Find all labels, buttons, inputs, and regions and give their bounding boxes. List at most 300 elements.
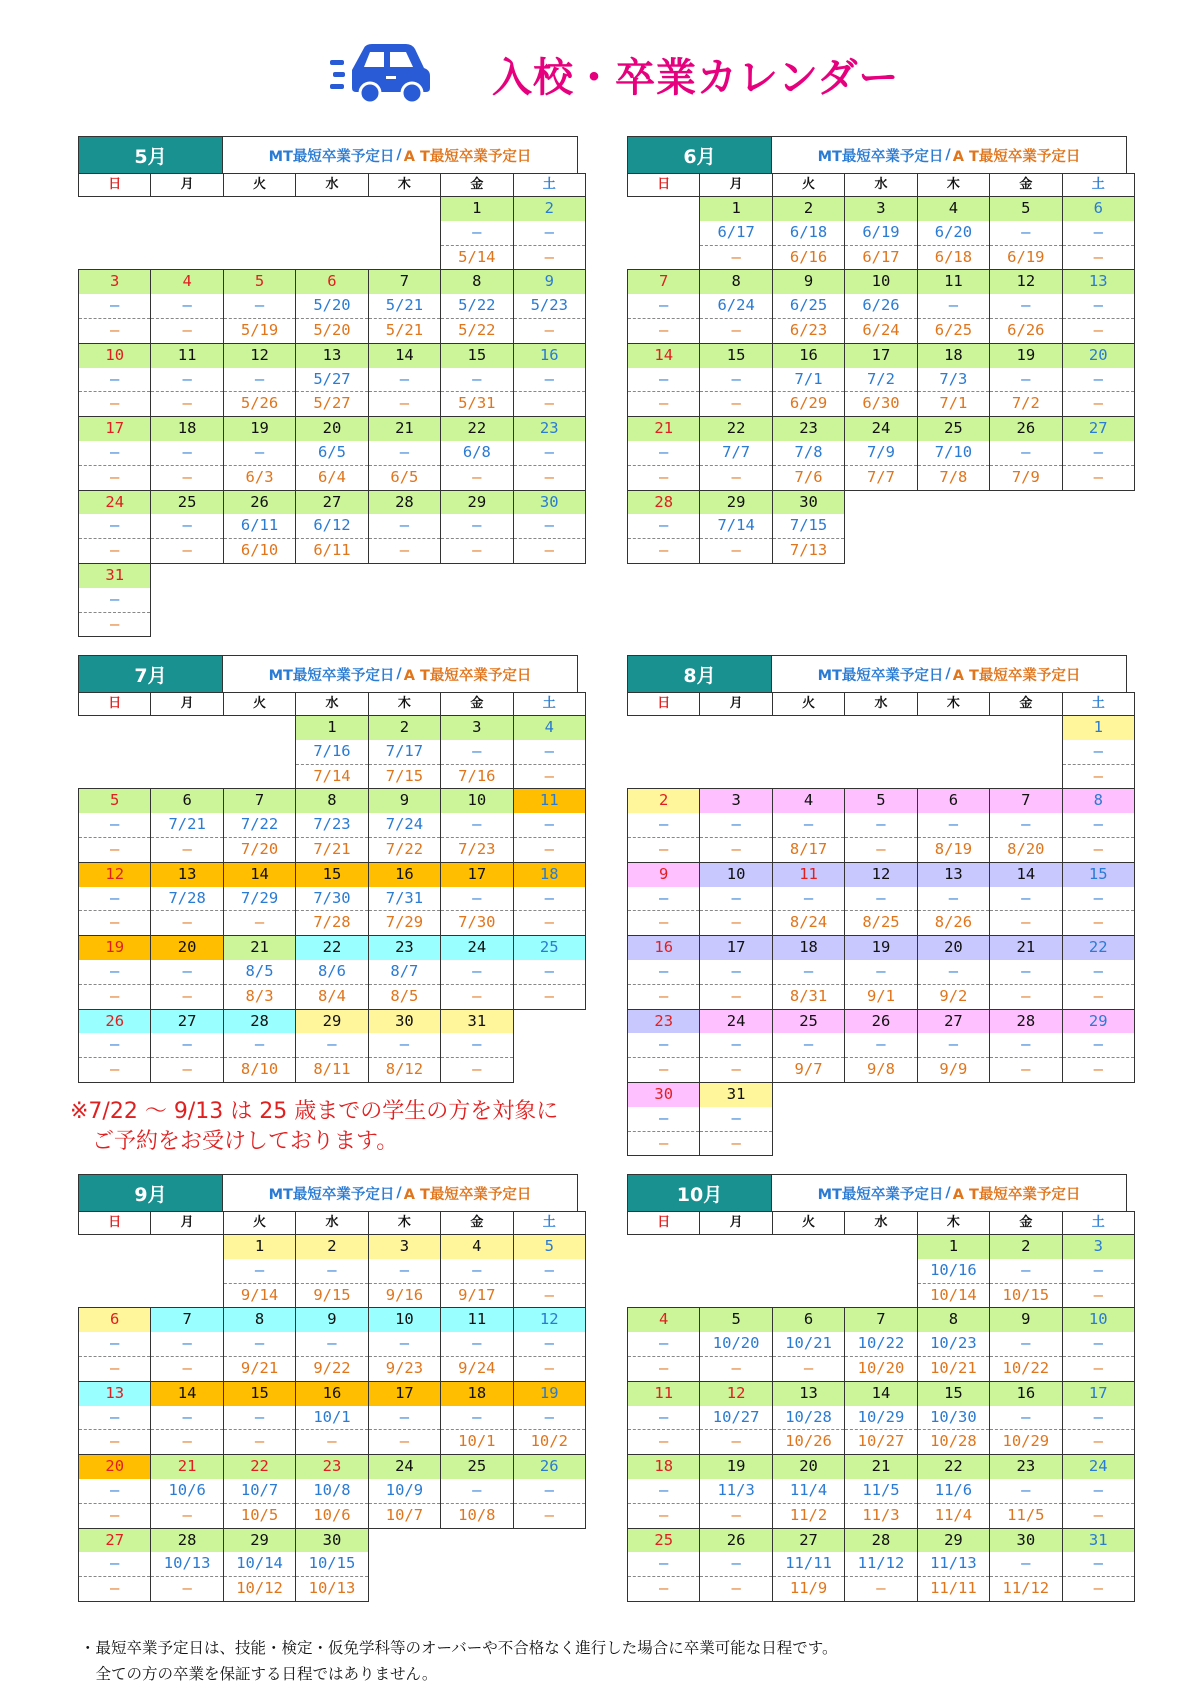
at-date: 7/21 <box>296 837 368 862</box>
at-date: — <box>700 539 772 564</box>
mt-date: 7/28 <box>151 887 223 911</box>
mt-date: — <box>917 294 989 318</box>
at-date: — <box>700 1503 772 1528</box>
weekday-3: 水 <box>296 693 368 716</box>
day-cell: 28 <box>223 1009 295 1033</box>
mt-date: — <box>1062 1332 1134 1356</box>
mt-date: 7/16 <box>296 740 368 764</box>
weekday-2: 火 <box>772 174 844 197</box>
day-row <box>79 936 586 960</box>
at-date: — <box>79 984 151 1009</box>
day-cell: 19 <box>990 343 1062 367</box>
mt-date <box>990 514 1062 538</box>
note-line-2: ご予約をお受けしております。 <box>70 1129 399 1154</box>
mt-date: 7/21 <box>151 813 223 837</box>
legend-mt: MT最短卒業予定日 <box>268 1186 395 1203</box>
mt-date <box>845 514 917 538</box>
day-cell: 20 <box>79 1455 151 1479</box>
day-cell: 24 <box>845 417 917 441</box>
day-cell: 24 <box>1062 1455 1134 1479</box>
day-row <box>628 1308 1135 1332</box>
day-cell <box>223 716 295 740</box>
day-cell: 28 <box>628 490 700 514</box>
mt-row <box>79 514 586 538</box>
at-date: 10/14 <box>917 1283 989 1308</box>
at-date: — <box>1062 1058 1134 1083</box>
mt-date: — <box>151 441 223 465</box>
mt-date <box>151 740 223 764</box>
at-date: — <box>628 1356 700 1381</box>
legend <box>223 1175 577 1211</box>
mt-date: — <box>990 1259 1062 1283</box>
day-cell: 3 <box>1062 1235 1134 1259</box>
at-date: — <box>151 984 223 1009</box>
calendar-grid <box>627 1211 1135 1602</box>
at-date: 6/26 <box>990 318 1062 343</box>
at-date: — <box>441 984 513 1009</box>
day-cell: 14 <box>223 862 295 886</box>
footer-note <box>80 1635 838 1687</box>
mt-date: 6/17 <box>700 221 772 245</box>
mt-date: — <box>990 1552 1062 1576</box>
mt-date: — <box>296 1332 368 1356</box>
day-cell: 3 <box>845 197 917 221</box>
at-date: — <box>79 1503 151 1528</box>
at-date <box>368 245 440 270</box>
at-date <box>845 1283 917 1308</box>
at-date: 7/29 <box>368 911 440 936</box>
mt-row <box>79 740 586 764</box>
day-cell: 14 <box>151 1381 223 1405</box>
mt-date: — <box>772 813 844 837</box>
mt-date: — <box>79 1552 151 1576</box>
at-date: 8/19 <box>917 837 989 862</box>
mt-date: — <box>513 1406 585 1430</box>
day-cell <box>79 197 151 221</box>
at-date: 9/24 <box>441 1356 513 1381</box>
at-row <box>628 1577 1135 1602</box>
mt-date <box>1062 514 1134 538</box>
at-date: 8/3 <box>223 984 295 1009</box>
day-cell: 8 <box>296 789 368 813</box>
mt-date: — <box>917 887 989 911</box>
day-cell: 16 <box>772 343 844 367</box>
day-cell: 10 <box>79 343 151 367</box>
at-date: 7/13 <box>772 539 844 564</box>
at-row <box>79 1356 586 1381</box>
day-cell: 16 <box>513 343 585 367</box>
at-date <box>990 539 1062 564</box>
at-date <box>368 612 440 637</box>
mt-date: — <box>441 887 513 911</box>
at-date: — <box>79 612 151 637</box>
day-cell: 6 <box>296 270 368 294</box>
at-date: 6/24 <box>845 318 917 343</box>
day-cell: 11 <box>441 1308 513 1332</box>
day-cell: 28 <box>990 1009 1062 1033</box>
at-date: — <box>151 1058 223 1083</box>
at-date: — <box>700 392 772 417</box>
mt-row <box>628 1107 1135 1131</box>
mt-date: — <box>700 368 772 392</box>
day-cell: 22 <box>223 1455 295 1479</box>
day-cell: 14 <box>990 862 1062 886</box>
day-cell: 10 <box>441 789 513 813</box>
at-date: — <box>513 837 585 862</box>
at-date: 7/8 <box>917 465 989 490</box>
day-cell: 10 <box>845 270 917 294</box>
at-date: 6/3 <box>223 465 295 490</box>
day-cell: 6 <box>917 789 989 813</box>
mt-date: — <box>79 1479 151 1503</box>
day-cell <box>368 563 440 587</box>
at-date <box>628 1283 700 1308</box>
mt-row <box>79 368 586 392</box>
at-date: — <box>990 984 1062 1009</box>
day-cell: 4 <box>917 197 989 221</box>
mt-date <box>628 1259 700 1283</box>
day-cell: 30 <box>990 1528 1062 1552</box>
day-cell <box>151 1235 223 1259</box>
day-cell: 27 <box>296 490 368 514</box>
mt-date: — <box>79 441 151 465</box>
at-date <box>917 1131 989 1156</box>
mt-date <box>917 1107 989 1131</box>
mt-date: — <box>700 1552 772 1576</box>
mt-date: — <box>990 294 1062 318</box>
at-date <box>700 764 772 789</box>
day-cell: 26 <box>700 1528 772 1552</box>
mt-date: — <box>1062 441 1134 465</box>
at-date: 11/4 <box>917 1503 989 1528</box>
day-cell: 13 <box>296 343 368 367</box>
weekday-5: 金 <box>990 1212 1062 1235</box>
mt-date <box>772 1259 844 1283</box>
at-date: 7/9 <box>990 465 1062 490</box>
mt-date: 5/21 <box>368 294 440 318</box>
at-date: 9/8 <box>845 1058 917 1083</box>
mt-date <box>79 221 151 245</box>
at-date: 11/3 <box>845 1503 917 1528</box>
day-cell: 21 <box>223 936 295 960</box>
weekday-0: 日 <box>79 174 151 197</box>
at-row <box>79 465 586 490</box>
day-cell: 20 <box>917 936 989 960</box>
at-date: — <box>151 1577 223 1602</box>
at-date: 8/17 <box>772 837 844 862</box>
at-row <box>628 837 1135 862</box>
day-cell <box>700 716 772 740</box>
legend-separator: / <box>945 666 951 682</box>
day-cell: 4 <box>772 789 844 813</box>
at-date: — <box>990 911 1062 936</box>
weekday-3: 水 <box>296 174 368 197</box>
at-date: — <box>628 318 700 343</box>
legend-at: A T最短卒業予定日 <box>952 148 1081 165</box>
mt-date: — <box>79 1406 151 1430</box>
at-date <box>772 1131 844 1156</box>
calendar-grid <box>78 173 586 637</box>
at-row <box>628 465 1135 490</box>
mt-date: — <box>1062 740 1134 764</box>
day-cell: 21 <box>628 417 700 441</box>
mt-date: — <box>628 1332 700 1356</box>
day-cell: 4 <box>441 1235 513 1259</box>
legend-separator: / <box>396 1185 402 1201</box>
mt-row <box>628 1406 1135 1430</box>
day-row <box>79 1308 586 1332</box>
mt-date <box>368 221 440 245</box>
day-cell: 26 <box>990 417 1062 441</box>
day-cell: 13 <box>917 862 989 886</box>
mt-date: — <box>513 1259 585 1283</box>
day-cell: 27 <box>917 1009 989 1033</box>
day-cell: 4 <box>513 716 585 740</box>
at-date: — <box>990 1058 1062 1083</box>
at-date: — <box>513 984 585 1009</box>
mt-date <box>990 1107 1062 1131</box>
at-date: 7/6 <box>772 465 844 490</box>
day-cell: 22 <box>917 1455 989 1479</box>
at-date: 10/6 <box>296 1503 368 1528</box>
day-cell: 25 <box>628 1528 700 1552</box>
day-cell: 5 <box>223 270 295 294</box>
day-cell: 30 <box>296 1528 368 1552</box>
day-cell: 9 <box>296 1308 368 1332</box>
at-date: 9/14 <box>223 1283 295 1308</box>
at-date: 6/29 <box>772 392 844 417</box>
mt-row <box>628 1332 1135 1356</box>
at-row <box>79 1503 586 1528</box>
day-cell <box>513 1528 585 1552</box>
legend <box>772 656 1126 692</box>
at-date: — <box>151 465 223 490</box>
at-date: — <box>513 539 585 564</box>
mt-date: 10/1 <box>296 1406 368 1430</box>
at-row <box>628 539 1135 564</box>
day-cell: 19 <box>79 936 151 960</box>
mt-date <box>368 1552 440 1576</box>
weekday-6: 土 <box>1062 174 1134 197</box>
day-row <box>79 1381 586 1405</box>
at-date: — <box>151 392 223 417</box>
day-cell: 27 <box>151 1009 223 1033</box>
at-date: — <box>513 1283 585 1308</box>
mt-date: — <box>1062 368 1134 392</box>
mt-date: — <box>845 887 917 911</box>
at-date: 11/5 <box>990 1503 1062 1528</box>
at-row <box>628 1430 1135 1455</box>
day-cell: 24 <box>441 936 513 960</box>
day-cell: 10 <box>700 862 772 886</box>
at-date: — <box>845 837 917 862</box>
mt-date: 10/29 <box>845 1406 917 1430</box>
at-date: 9/15 <box>296 1283 368 1308</box>
day-cell: 1 <box>1062 716 1134 740</box>
day-cell: 15 <box>1062 862 1134 886</box>
at-date: — <box>628 911 700 936</box>
at-date: 6/30 <box>845 392 917 417</box>
mt-date: — <box>441 368 513 392</box>
mt-date: — <box>628 1406 700 1430</box>
mt-date: 7/9 <box>845 441 917 465</box>
mt-date: — <box>772 1033 844 1057</box>
day-cell: 25 <box>441 1455 513 1479</box>
at-date: — <box>368 1430 440 1455</box>
mt-date: 6/19 <box>845 221 917 245</box>
day-cell <box>151 716 223 740</box>
day-cell: 31 <box>700 1082 772 1106</box>
at-date: 5/19 <box>223 318 295 343</box>
day-cell: 17 <box>845 343 917 367</box>
at-date: — <box>79 392 151 417</box>
at-date: 9/22 <box>296 1356 368 1381</box>
day-cell <box>990 716 1062 740</box>
at-date <box>845 764 917 789</box>
at-row <box>79 764 586 789</box>
day-cell: 8 <box>917 1308 989 1332</box>
mt-date: 6/8 <box>441 441 513 465</box>
day-cell <box>990 490 1062 514</box>
at-date: 8/24 <box>772 911 844 936</box>
day-row <box>79 270 586 294</box>
mt-date: 10/14 <box>223 1552 295 1576</box>
mt-date: — <box>151 368 223 392</box>
day-cell <box>368 197 440 221</box>
day-cell: 5 <box>513 1235 585 1259</box>
mt-row <box>628 368 1135 392</box>
day-cell <box>513 563 585 587</box>
at-date <box>223 764 295 789</box>
day-cell: 25 <box>917 417 989 441</box>
month-name: 8月 <box>628 656 772 692</box>
at-date: — <box>1062 764 1134 789</box>
at-date: 5/22 <box>441 318 513 343</box>
mt-row <box>79 1259 586 1283</box>
day-cell: 31 <box>1062 1528 1134 1552</box>
day-cell: 3 <box>441 716 513 740</box>
day-cell <box>368 1528 440 1552</box>
month-header <box>627 655 1127 692</box>
mt-date: 5/22 <box>441 294 513 318</box>
weekday-5: 金 <box>990 693 1062 716</box>
day-cell: 28 <box>368 490 440 514</box>
at-date: — <box>628 984 700 1009</box>
month-header <box>78 1174 578 1211</box>
day-cell: 12 <box>79 862 151 886</box>
at-date: — <box>151 1430 223 1455</box>
mt-date: — <box>628 960 700 984</box>
at-date <box>368 1577 440 1602</box>
at-date: 10/2 <box>513 1430 585 1455</box>
legend-separator: / <box>396 147 402 163</box>
weekday-1: 月 <box>151 174 223 197</box>
legend-at: A T最短卒業予定日 <box>403 148 532 165</box>
day-cell: 17 <box>700 936 772 960</box>
mt-date: 7/8 <box>772 441 844 465</box>
at-date: 9/1 <box>845 984 917 1009</box>
mt-date: — <box>1062 1259 1134 1283</box>
mt-date: — <box>628 1552 700 1576</box>
at-date: — <box>79 1356 151 1381</box>
day-cell: 21 <box>368 417 440 441</box>
mt-date: — <box>223 1033 295 1057</box>
day-cell: 22 <box>700 417 772 441</box>
legend-mt: MT最短卒業予定日 <box>817 1186 944 1203</box>
at-date: 6/17 <box>845 245 917 270</box>
at-date: 7/15 <box>368 764 440 789</box>
weekday-2: 火 <box>223 693 295 716</box>
at-date: 5/20 <box>296 318 368 343</box>
at-date: — <box>1062 245 1134 270</box>
weekday-row <box>79 174 586 197</box>
at-date: — <box>700 1058 772 1083</box>
day-cell: 15 <box>917 1381 989 1405</box>
at-date: — <box>700 984 772 1009</box>
day-row <box>628 1455 1135 1479</box>
mt-row <box>79 813 586 837</box>
mt-date: — <box>151 1033 223 1057</box>
mt-row <box>628 1479 1135 1503</box>
at-date: — <box>1062 984 1134 1009</box>
mt-date <box>296 221 368 245</box>
mt-date: 5/23 <box>513 294 585 318</box>
day-cell: 17 <box>79 417 151 441</box>
at-row <box>628 1131 1135 1156</box>
mt-date: — <box>1062 1479 1134 1503</box>
at-date <box>845 1131 917 1156</box>
mt-date: 10/16 <box>917 1259 989 1283</box>
day-cell: 9 <box>513 270 585 294</box>
at-date <box>151 764 223 789</box>
at-row <box>79 911 586 936</box>
day-cell: 29 <box>1062 1009 1134 1033</box>
at-row <box>79 539 586 564</box>
legend-at: A T最短卒業予定日 <box>403 667 532 684</box>
at-date <box>79 764 151 789</box>
at-date <box>700 1283 772 1308</box>
day-cell: 10 <box>368 1308 440 1332</box>
at-row <box>79 837 586 862</box>
day-cell <box>772 1082 844 1106</box>
mt-date: — <box>79 1332 151 1356</box>
day-cell: 6 <box>772 1308 844 1332</box>
mt-row <box>628 514 1135 538</box>
day-cell: 8 <box>700 270 772 294</box>
at-date <box>772 1283 844 1308</box>
mt-row <box>628 1552 1135 1576</box>
at-date: — <box>700 837 772 862</box>
mt-date <box>845 1259 917 1283</box>
mt-date: 7/15 <box>772 514 844 538</box>
mt-date: 11/4 <box>772 1479 844 1503</box>
day-cell: 25 <box>772 1009 844 1033</box>
mt-date: — <box>628 368 700 392</box>
day-cell: 5 <box>700 1308 772 1332</box>
at-date: 9/2 <box>917 984 989 1009</box>
day-cell: 8 <box>223 1308 295 1332</box>
day-cell: 27 <box>79 1528 151 1552</box>
weekday-3: 水 <box>845 693 917 716</box>
at-date <box>151 1283 223 1308</box>
at-date: — <box>513 911 585 936</box>
at-date <box>990 1131 1062 1156</box>
mt-row <box>628 813 1135 837</box>
day-cell: 1 <box>917 1235 989 1259</box>
at-date <box>1062 1131 1134 1156</box>
weekday-row <box>628 1212 1135 1235</box>
mt-row <box>628 740 1135 764</box>
